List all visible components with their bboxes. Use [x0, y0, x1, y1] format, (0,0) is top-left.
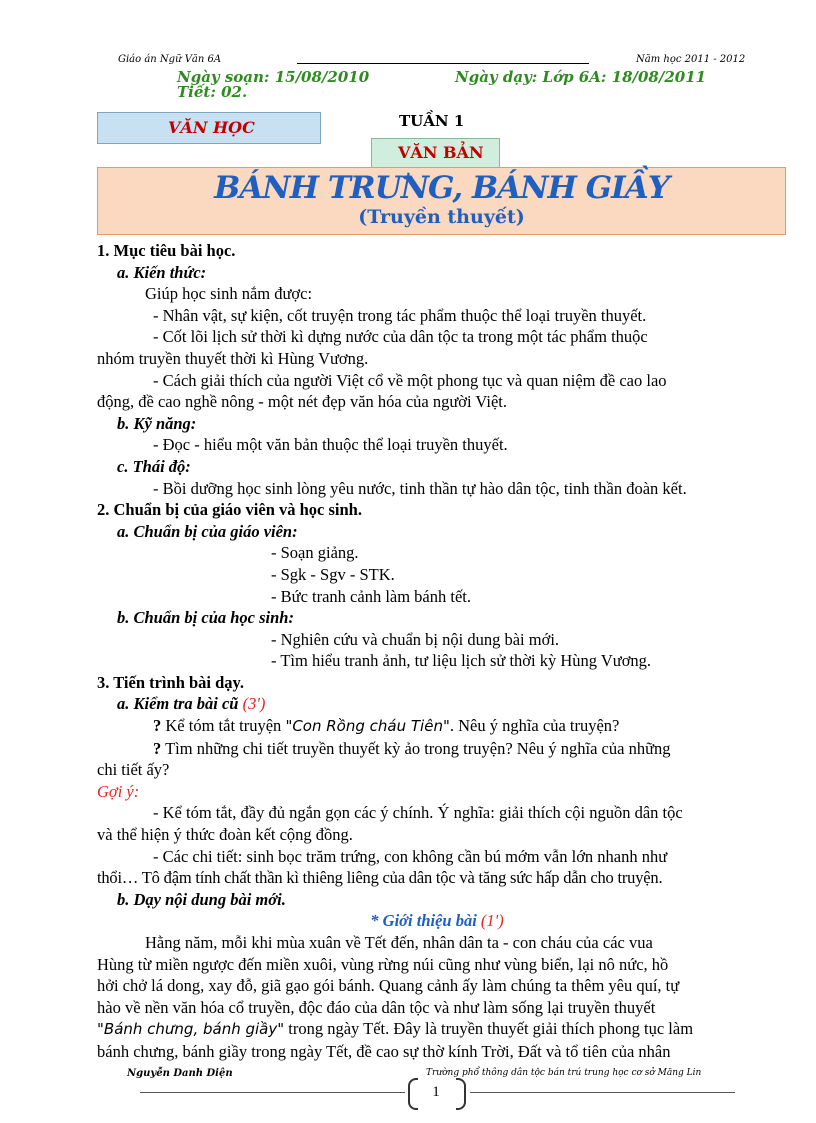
header-divider [297, 63, 589, 64]
hint-label: Gợi ý: [97, 781, 140, 801]
story-title: "Bánh chưng, bánh giầy" [97, 1020, 285, 1039]
question-continuation: chi tiết ấy? [97, 760, 170, 780]
text-type-box [371, 138, 500, 169]
question-text: Kể tóm tắt truyện [161, 716, 286, 736]
footer-school: Trường phổ thông dân tộc bán trú trung học cơ sở Măng Lin [426, 1068, 702, 1078]
bullet-item: - Nghiên cứu và chuẩn bị nội dung bài mới. [271, 629, 560, 649]
question [97, 715, 777, 738]
subsection-heading: a. Chuẩn bị của giáo viên: [117, 521, 298, 541]
question-text: Tìm những chi tiết truyền thuyết kỳ ảo trong truyện? Nêu ý nghĩa của những [161, 738, 671, 758]
subsection-heading-text: a. Kiểm tra bài cũ [117, 694, 243, 714]
preparation-date: Ngày soạn: 15/08/2010 [177, 68, 370, 86]
story-title: "Con Rồng cháu Tiên" [285, 717, 450, 736]
bullet-item: - Tìm hiểu tranh ảnh, tư liệu lịch sử thời kỳ Hùng Vương. [271, 651, 652, 671]
week-label: TUẦN 1 [399, 112, 465, 130]
subsection-heading: b. Kỹ năng: [117, 413, 197, 433]
page-number-text: 1 [432, 1084, 440, 1100]
time-label: (1') [480, 911, 504, 931]
header-right-text: Năm học 2011 - 2012 [636, 54, 746, 65]
bullet-item: - Bồi dưỡng học sinh lòng yêu nước, tinh thần tự hào dân tộc, tinh thần đoàn kết. [153, 478, 687, 498]
intro-paragraph-line: Hằng năm, mỗi khi mùa xuân về Tết đến, nhân dân ta - con cháu của các vua [145, 933, 653, 952]
paragraph-text: trong ngày Tết. Đây là truyền thuyết giải thích phong tục làm [284, 1019, 694, 1039]
lesson-genre: (Truyền thuyết) [358, 206, 525, 228]
subsection-heading: b. Dạy nội dung bài mới. [117, 889, 286, 909]
time-label: (3') [242, 694, 266, 714]
footer-divider-right [470, 1092, 735, 1093]
question-mark: ? [153, 716, 162, 736]
intro-paragraph-line: hào về nền văn hóa cổ truyền, độc đáo của dân tộc và như làm sống lại truyền thuyết [97, 997, 656, 1017]
hint-continuation: và thể hiện ý thức đoàn kết cộng đồng. [97, 825, 353, 845]
bullet-continuation: động, đề cao nghề nông - một nét đẹp văn hóa của người Việt. [97, 392, 507, 412]
title-box [97, 167, 786, 235]
paragraph: Giúp học sinh nắm được: [145, 284, 313, 304]
hint-continuation: thổi… Tô đậm tính chất thần kì thiêng liêng của dân tộc và tăng sức hấp dẫn cho truyện. [97, 868, 663, 888]
bullet-item: - Đọc - hiểu một văn bản thuộc thể loại truyền thuyết. [153, 435, 508, 455]
intro-paragraph-line: Hùng từ miền ngược đến miền xuôi, vùng rừng núi cũng như vùng biển, lại nô nức, hồ [97, 954, 669, 974]
lesson-content [97, 240, 777, 1063]
lesson-number: Tiết: 02. [177, 83, 248, 101]
footer-divider-left [140, 1092, 405, 1093]
bullet-item: - Soạn giảng. [271, 543, 359, 563]
intro-heading [97, 910, 777, 932]
bullet-item: - Cách giải thích của người Việt cổ về một phong tục và quan niệm đề cao lao [153, 370, 667, 390]
teaching-date: Ngày dạy: Lớp 6A: 18/08/2011 [455, 68, 707, 86]
bullet-item: - Sgk - Sgv - STK. [271, 564, 395, 584]
hint-item: - Các chi tiết: sinh bọc trăm trứng, con không cần bú mớm vẫn lớn nhanh như [153, 846, 668, 866]
text-type-label: VĂN BẢN [398, 143, 484, 162]
bullet-item: - Nhân vật, sự kiện, cốt truyện trong tác phẩm thuộc thể loại truyền thuyết. [153, 305, 647, 325]
section-heading: 3. Tiến trình bài dạy. [97, 672, 245, 692]
section-heading: 1. Mục tiêu bài học. [97, 241, 236, 260]
hint-item: - Kể tóm tắt, đầy đủ ngắn gọn các ý chính. Ý nghĩa: giải thích cội nguồn dân tộc [153, 803, 683, 823]
subsection-heading: b. Chuẩn bị của học sinh: [117, 608, 294, 628]
question-mark: ? [153, 738, 162, 758]
subsection-heading [97, 693, 777, 715]
intro-paragraph-line: hởi chở lá dong, xay đỗ, giã gạo gói bánh. Quang cảnh ấy làm chúng ta thêm yêu quí, tự [97, 976, 680, 996]
lesson-title: BÁNH TRƯNG, BÁNH GIẦY [214, 170, 669, 206]
intro-paragraph-line: bánh chưng, bánh giầy trong ngày Tết, đề cao sự thờ kính Trời, Đất và tổ tiên của nhân [97, 1041, 671, 1061]
bullet-continuation: nhóm truyền thuyết thời kì Hùng Vương. [97, 348, 369, 368]
header-left-text: Giáo án Ngữ Văn 6A [118, 54, 222, 65]
subsection-heading: a. Kiến thức: [117, 262, 207, 282]
section-heading: 2. Chuẩn bị của giáo viên và học sinh. [97, 500, 362, 520]
subject-label-box [97, 112, 321, 144]
intro-paragraph-line [97, 1018, 777, 1041]
footer-author: Nguyễn Danh Diện [127, 1068, 233, 1079]
subsection-heading: c. Thái độ: [117, 456, 191, 476]
question-text: . Nêu ý nghĩa của truyện? [449, 716, 620, 736]
bullet-item: - Cốt lõi lịch sử thời kì dựng nước của dân tộc ta trong một tác phẩm thuộc [153, 327, 648, 347]
subject-label: VĂN HỌC [168, 118, 255, 137]
question [97, 738, 777, 760]
intro-heading-text: * Giới thiệu bài [370, 911, 481, 931]
page-number [404, 1078, 468, 1108]
bullet-item: - Bức tranh cảnh làm bánh tết. [271, 586, 471, 606]
